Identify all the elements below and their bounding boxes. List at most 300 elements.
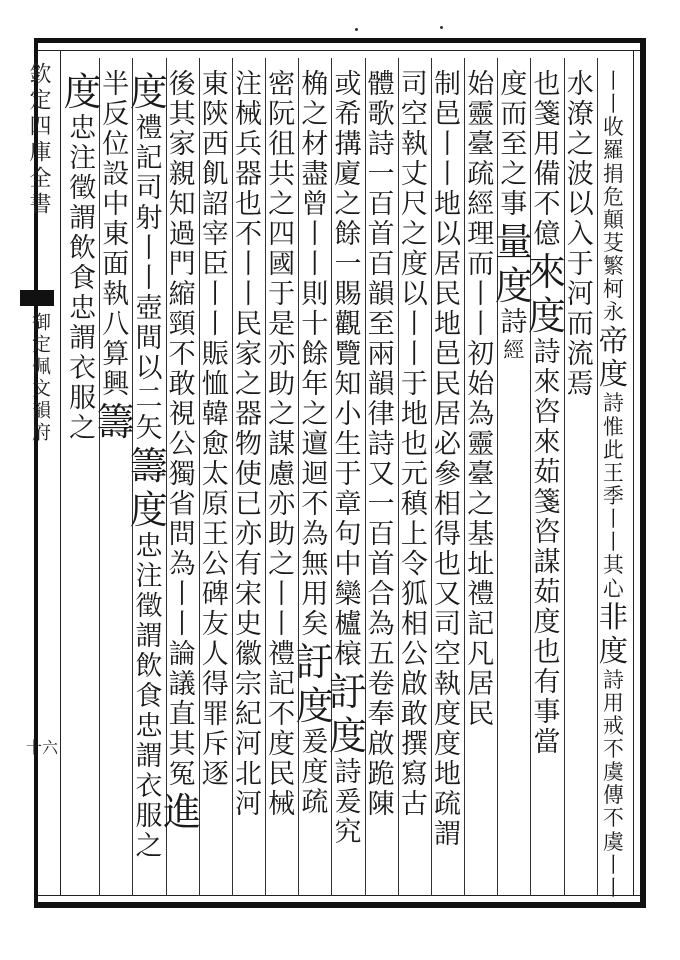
text-char: 丨 (135, 233, 163, 264)
text-char: 經 (467, 189, 495, 220)
text-char: 櫨 (334, 609, 362, 640)
text-char: 收 (602, 115, 624, 140)
text-char: 空 (434, 639, 462, 670)
text-char: 體 (367, 69, 395, 100)
text-char: 記 (135, 143, 163, 174)
text-char: 四 (268, 219, 296, 250)
text-char: 議 (168, 669, 196, 700)
text-char: 以 (566, 189, 594, 220)
text-char: 已 (234, 489, 262, 520)
text-char: 友 (201, 609, 229, 640)
text-char: 希 (334, 99, 362, 130)
text-char: 也 (234, 189, 262, 220)
text-char: 小 (334, 399, 362, 430)
text-char: 衣 (135, 771, 163, 802)
text-char: 之 (301, 399, 329, 430)
text-char: 繁 (602, 254, 624, 279)
text-char: 逐 (201, 759, 229, 790)
text-char: 不 (168, 339, 196, 370)
text-char: 八 (102, 309, 130, 340)
text-char: 禮 (135, 113, 163, 144)
text-char: 生 (334, 429, 362, 460)
text-char: 反 (102, 99, 130, 130)
text-char: 食 (69, 263, 97, 294)
headword-char: 度 (528, 294, 567, 338)
text-char: 一 (367, 489, 395, 520)
text-char: 人 (201, 639, 229, 670)
text-char: 羅 (602, 138, 624, 163)
text-char: 飲 (135, 651, 163, 682)
book-title: 御定佩文韻府 (29, 312, 51, 444)
text-char: 河 (566, 279, 594, 310)
headword-char: 度 (295, 684, 334, 728)
text-char: 詩 (533, 337, 561, 368)
text-char: 度 (533, 607, 561, 638)
text-char: 合 (367, 579, 395, 610)
text-char: 理 (467, 219, 495, 250)
text-char: 顛 (602, 207, 624, 232)
text-char: 空 (400, 99, 428, 130)
text-char: 丨 (467, 309, 495, 340)
text-char: 設 (102, 159, 130, 190)
text-char: 亦 (234, 519, 262, 550)
text-char: 箋 (533, 99, 561, 130)
top-border-inner (34, 50, 646, 51)
text-char: 廈 (334, 159, 362, 190)
text-char: 獨 (168, 459, 196, 490)
text-char: 其 (168, 729, 196, 760)
text-char: 得 (201, 669, 229, 700)
text-char: 民 (434, 369, 462, 400)
text-char: 詩 (602, 667, 624, 692)
text-char: 械 (268, 789, 296, 820)
text-char: 觀 (334, 309, 362, 340)
bottom-border (34, 902, 646, 908)
text-char: 制 (434, 69, 462, 100)
headword-char: 進 (163, 790, 202, 834)
fishtail-mark (20, 290, 54, 306)
text-char: 度 (268, 729, 296, 760)
text-char: 敢 (400, 699, 428, 730)
headword-char: 籌 (96, 400, 135, 444)
text-char: 來 (533, 427, 561, 458)
text-char: 之 (400, 219, 428, 250)
text-char: 器 (234, 159, 262, 190)
text-char: 飢 (201, 159, 229, 190)
text-char: 丨 (400, 309, 428, 340)
text-char: 之 (334, 189, 362, 220)
text-char: 亦 (268, 339, 296, 370)
text-char: 波 (566, 159, 594, 190)
text-char: 宰 (201, 219, 229, 250)
text-char: 宋 (234, 579, 262, 610)
text-char: 中 (334, 549, 362, 580)
text-char: 記 (268, 669, 296, 700)
text-char: 知 (168, 189, 196, 220)
text-char: 稹 (400, 489, 428, 520)
text-char: 史 (234, 609, 262, 640)
text-char: 不 (602, 806, 624, 831)
text-char: 北 (234, 759, 262, 790)
text-char: 丨 (434, 129, 462, 160)
text-char: 而 (500, 99, 528, 130)
text-char: 河 (234, 729, 262, 760)
text-char: 以 (135, 353, 163, 384)
text-char: 備 (533, 159, 561, 190)
text-char: 論 (168, 639, 196, 670)
text-char: 當 (533, 727, 561, 758)
text-char: 奉 (367, 699, 395, 730)
text-char: 焉 (566, 369, 594, 400)
text-char: 矣 (301, 609, 329, 640)
text-char: 謂 (69, 203, 97, 234)
text-char: 或 (334, 69, 362, 100)
text-char: 材 (301, 129, 329, 160)
top-border (34, 38, 646, 43)
text-char: 斥 (201, 729, 229, 760)
text-char: 水 (566, 69, 594, 100)
text-char: 之 (268, 189, 296, 220)
text-char: 邑 (434, 339, 462, 370)
headword-char: 度 (328, 714, 367, 758)
page-number: 十六 (26, 738, 59, 757)
text-char: 門 (168, 249, 196, 280)
right-border (640, 38, 646, 908)
text-char: 基 (467, 519, 495, 550)
text-char: 罪 (201, 699, 229, 730)
text-char: 榱 (334, 639, 362, 670)
text-char: 則 (301, 279, 329, 310)
text-char: 茹 (533, 577, 561, 608)
text-char: 令 (400, 549, 428, 580)
text-char: 丈 (400, 159, 428, 190)
text-char: 于 (400, 369, 428, 400)
text-char: 家 (234, 339, 262, 370)
text-char: 面 (102, 249, 130, 280)
text-char: 使 (234, 459, 262, 490)
text-char: 興 (102, 369, 130, 400)
text-char: 來 (533, 367, 561, 398)
text-char: 元 (400, 459, 428, 490)
text-char: 疏 (434, 789, 462, 820)
text-char: 邑 (434, 99, 462, 130)
text-char: 宗 (234, 669, 262, 700)
text-char: 爰 (301, 727, 329, 758)
text-char: 韻 (367, 279, 395, 310)
text-char: 省 (168, 489, 196, 520)
text-char: 密 (268, 69, 296, 100)
text-char: 首 (367, 219, 395, 250)
collection-title: 欽定四庫全書 (26, 62, 51, 218)
text-char: 丨 (602, 69, 624, 93)
text-char: 是 (268, 309, 296, 340)
text-char: 不 (301, 489, 329, 520)
headword-char: 度 (598, 633, 629, 668)
text-char: 賜 (334, 279, 362, 310)
text-char: 親 (168, 159, 196, 190)
text-char: 謂 (69, 323, 97, 354)
text-char: 丨 (602, 852, 624, 877)
text-char: 其 (602, 553, 624, 578)
text-char: 注 (69, 143, 97, 174)
text-char: 章 (334, 489, 362, 520)
text-char: 直 (168, 699, 196, 730)
text-char: 算 (102, 339, 130, 370)
text-char: 茹 (533, 457, 561, 488)
text-char: 欒 (334, 579, 362, 610)
text-char: 詩 (367, 129, 395, 160)
text-char: 百 (367, 249, 395, 280)
text-char: 器 (234, 399, 262, 430)
text-char: 徽 (234, 639, 262, 670)
text-char: 械 (234, 99, 262, 130)
text-char: 過 (168, 219, 196, 250)
text-char: 助 (268, 369, 296, 400)
text-char: 丨 (602, 530, 624, 555)
text-char: 太 (201, 459, 229, 490)
text-char: 之 (234, 369, 262, 400)
text-char: 靈 (467, 99, 495, 130)
text-char: 丨 (268, 609, 296, 640)
text-column (63, 70, 103, 900)
text-char: 共 (268, 159, 296, 190)
text-char: 之 (268, 399, 296, 430)
headword-char: 籌 (129, 444, 168, 488)
text-char: 跪 (367, 759, 395, 790)
text-char: 有 (533, 667, 561, 698)
text-char: 丨 (602, 875, 624, 900)
text-char: 知 (334, 369, 362, 400)
text-char: 惟 (602, 414, 624, 439)
text-char: 參 (434, 459, 462, 490)
text-char: 丨 (268, 579, 296, 610)
text-char: 疏 (301, 787, 329, 818)
text-char: 徂 (268, 129, 296, 160)
text-char: 亦 (268, 489, 296, 520)
text-char: 矢 (135, 413, 163, 444)
text-char: 度 (434, 699, 462, 730)
small-note-char: 經 (503, 338, 525, 362)
text-char: 二 (135, 383, 163, 414)
text-char: 國 (268, 249, 296, 280)
text-char: 徵 (69, 173, 97, 204)
text-char: 丨 (168, 609, 196, 640)
text-char: 餘 (301, 339, 329, 370)
text-char: 柯 (602, 277, 624, 302)
text-char: 丨 (602, 507, 624, 532)
text-char: 謂 (434, 819, 462, 850)
text-char: 古 (400, 789, 428, 820)
headword-char: 度 (598, 357, 629, 392)
headword-char: 度 (63, 70, 102, 114)
text-char: 原 (201, 489, 229, 520)
text-char: 王 (602, 460, 624, 485)
text-char: 以 (400, 279, 428, 310)
headword-char: 非 (598, 599, 629, 634)
text-char: 盡 (301, 159, 329, 190)
text-char: 律 (367, 399, 395, 430)
text-char: 恤 (201, 369, 229, 400)
text-char: 為 (367, 609, 395, 640)
text-char: 虞 (602, 760, 624, 785)
text-char: 百 (367, 189, 395, 220)
text-char: 尺 (400, 189, 428, 220)
text-char: 忠 (69, 293, 97, 324)
text-char: 慮 (268, 459, 296, 490)
text-char: 丨 (168, 579, 196, 610)
text-char: 家 (168, 129, 196, 160)
text-char: 覽 (334, 339, 362, 370)
text-char: 箋 (533, 487, 561, 518)
text-char: 之 (268, 549, 296, 580)
headword-char: 度 (494, 264, 533, 308)
text-char: 咨 (533, 517, 561, 548)
text-char: 而 (467, 249, 495, 280)
text-char: 東 (102, 219, 130, 250)
text-char: 搆 (334, 129, 362, 160)
text-char: 五 (367, 639, 395, 670)
text-char: 為 (168, 549, 196, 580)
text-char: 詩 (367, 429, 395, 460)
text-char: 年 (301, 369, 329, 400)
text-char: 爰 (334, 787, 362, 818)
text-char: 十 (301, 309, 329, 340)
headword-char: 量 (494, 220, 533, 264)
text-char: 無 (301, 549, 329, 580)
text-char: 狐 (400, 579, 428, 610)
text-char: 得 (434, 519, 462, 550)
text-char: 執 (400, 129, 428, 160)
text-char: 歌 (367, 99, 395, 130)
text-char: 徵 (135, 591, 163, 622)
text-char: 注 (135, 561, 163, 592)
text-char: 度 (434, 729, 462, 760)
text-char: 射 (135, 203, 163, 234)
text-char: 韓 (201, 399, 229, 430)
text-char: 相 (400, 609, 428, 640)
text-char: 兩 (367, 339, 395, 370)
text-char: 不 (602, 736, 624, 761)
text-char: 至 (367, 309, 395, 340)
text-char: 傳 (602, 783, 624, 808)
text-char: 丨 (434, 159, 462, 190)
text-char: 度 (500, 69, 528, 100)
headword-char: 訏 (328, 670, 367, 714)
text-char: 公 (168, 429, 196, 460)
headword-char: 度 (129, 488, 168, 532)
text-char: 後 (168, 69, 196, 100)
text-char: 韻 (367, 369, 395, 400)
text-char: 愈 (201, 429, 229, 460)
text-char: 撰 (400, 729, 428, 760)
text-char: 頸 (168, 309, 196, 340)
text-char: 丨 (234, 279, 262, 310)
text-char: 餘 (334, 219, 362, 250)
text-char: 于 (334, 459, 362, 490)
text-char: 縮 (168, 279, 196, 310)
text-char: 也 (434, 549, 462, 580)
text-char: 此 (602, 437, 624, 462)
text-char: 句 (334, 519, 362, 550)
text-char: 又 (434, 579, 462, 610)
text-char: 公 (400, 639, 428, 670)
text-char: 執 (102, 279, 130, 310)
text-char: 阮 (268, 99, 296, 130)
text-char: 視 (168, 399, 196, 430)
text-char: 丨 (201, 279, 229, 310)
text-char: 地 (434, 759, 462, 790)
text-char: 也 (533, 637, 561, 668)
text-char: 壺 (135, 293, 163, 324)
text-char: 至 (500, 129, 528, 160)
headword-char: 訏 (295, 640, 334, 684)
text-char: 季 (602, 483, 624, 508)
text-char: 物 (234, 429, 262, 460)
text-char: 其 (168, 99, 196, 130)
text-char: 臺 (467, 459, 495, 490)
ink-speck (440, 26, 443, 29)
text-char: 紀 (234, 699, 262, 730)
text-char: 之 (135, 831, 163, 862)
text-char: 不 (533, 189, 561, 220)
text-char: 邅 (301, 429, 329, 460)
text-char: 事 (500, 189, 528, 220)
text-char: 用 (602, 690, 624, 715)
text-char: 飲 (69, 233, 97, 264)
text-char: 禮 (268, 639, 296, 670)
text-char: 桷 (301, 69, 329, 100)
text-char: 為 (301, 519, 329, 550)
text-char: 謀 (533, 547, 561, 578)
text-char: 丨 (201, 309, 229, 340)
text-char: 永 (602, 300, 624, 325)
text-char: 心 (602, 576, 624, 601)
text-char: 之 (500, 159, 528, 190)
text-char: 不 (268, 699, 296, 730)
text-char: 始 (467, 69, 495, 100)
text-char: 必 (434, 429, 462, 460)
text-char: 度 (400, 249, 428, 280)
text-char: 民 (434, 279, 462, 310)
text-char: 地 (400, 399, 428, 430)
text-char: 于 (566, 249, 594, 280)
text-char: 度 (301, 757, 329, 788)
text-char: 啟 (367, 729, 395, 760)
text-char: 位 (102, 129, 130, 160)
text-char: 詩 (334, 757, 362, 788)
headword-char: 來 (528, 250, 567, 294)
text-char: 王 (201, 519, 229, 550)
text-char: 相 (434, 489, 462, 520)
text-char: 謀 (268, 429, 296, 460)
text-char: 執 (434, 669, 462, 700)
headword-char: 帝 (598, 323, 629, 358)
text-char: 丨 (135, 263, 163, 294)
headword-char: 度 (129, 70, 168, 114)
text-char: 丨 (301, 249, 329, 280)
text-char: 詔 (201, 189, 229, 220)
text-char: 問 (168, 519, 196, 550)
text-char: 疏 (467, 159, 495, 190)
text-char: 民 (268, 759, 296, 790)
text-char: 丨 (400, 339, 428, 370)
text-char: 芟 (602, 230, 624, 255)
text-char: 捐 (602, 161, 624, 186)
text-char: 地 (434, 189, 462, 220)
text-char: 忠 (135, 531, 163, 562)
text-char: 又 (367, 459, 395, 490)
text-char: 之 (301, 99, 329, 130)
